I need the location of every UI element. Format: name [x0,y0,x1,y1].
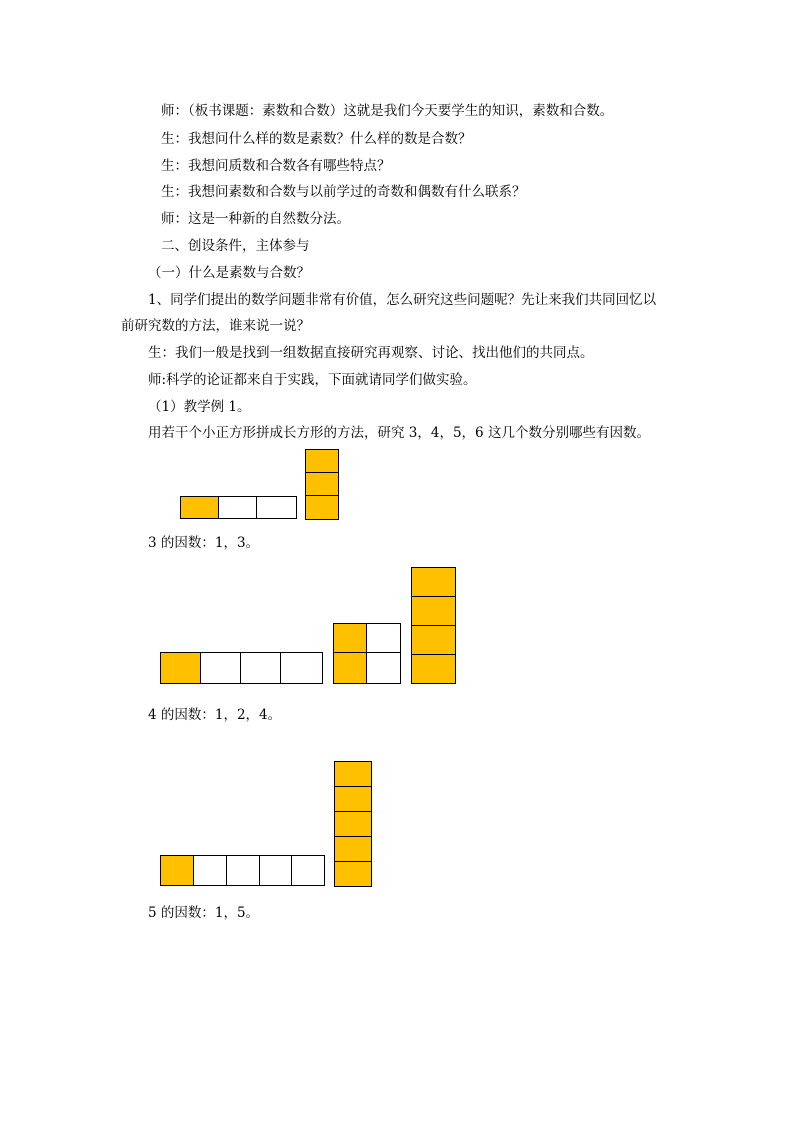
section-heading: 二、创设条件，主体参与 [161,238,310,254]
square-empty [366,623,401,654]
square-filled [334,761,372,788]
paragraph-2: 生：我想问什么样的数是素数？什么样的数是合数？ [161,131,472,147]
subsection-heading: （一）什么是素数与合数？ [148,265,310,281]
square-empty [226,855,261,886]
square-empty [256,496,297,519]
square-filled [160,855,195,886]
square-filled [334,836,372,863]
square-filled [333,623,368,654]
paragraph-3: 生：我想问质数和合数各有哪些特点？ [161,158,391,174]
paragraph-1: 师：（板书课题：素数和合数）这就是我们今天要学生的知识，素数和合数。 [161,103,614,119]
paragraph-8-continued: 前研究数的方法，谁来说一说？ [121,318,310,334]
square-empty [218,496,258,519]
factors-of-3: 3 的因数：1，3。 [148,535,260,551]
example-heading: （1）教学例 1。 [148,399,251,415]
square-filled [334,811,372,838]
paragraph-5: 师：这是一种新的自然数分法。 [161,211,350,227]
square-filled [411,625,456,656]
paragraph-4: 生：我想问素数和合数与以前学过的奇数和偶数有什么联系？ [161,184,526,200]
square-empty [366,652,401,684]
square-filled [334,786,372,813]
square-filled [305,449,339,474]
square-filled [411,596,456,627]
square-empty [291,855,325,886]
square-filled [411,567,456,598]
factors-of-5: 5 的因数：1，5。 [148,905,260,921]
paragraph-10: 师:科学的论证都来自于实践，下面就请同学们做实验。 [148,372,477,388]
square-empty [200,652,242,684]
square-filled [180,496,220,519]
square-filled [411,654,456,684]
factors-of-4: 4 的因数：1，2，4。 [148,707,282,723]
paragraph-9: 生：我们一般是找到一组数据直接研究再观察、讨论、找出他们的共同点。 [148,345,594,361]
square-empty [259,855,293,886]
square-empty [240,652,282,684]
square-filled [305,472,339,497]
square-empty [193,855,228,886]
paragraph-8: 1、同学们提出的数学问题非常有价值，怎么研究这些问题呢？先让来我们共同回忆以 [148,292,657,308]
square-empty [280,652,323,684]
square-filled [160,652,202,684]
example-instruction: 用若干个小正方形拼成长方形的方法，研究 3，4，5，6 这几个数分别哪些有因数。 [148,425,650,441]
square-filled [334,861,372,887]
square-filled [305,495,339,520]
square-filled [333,652,368,684]
